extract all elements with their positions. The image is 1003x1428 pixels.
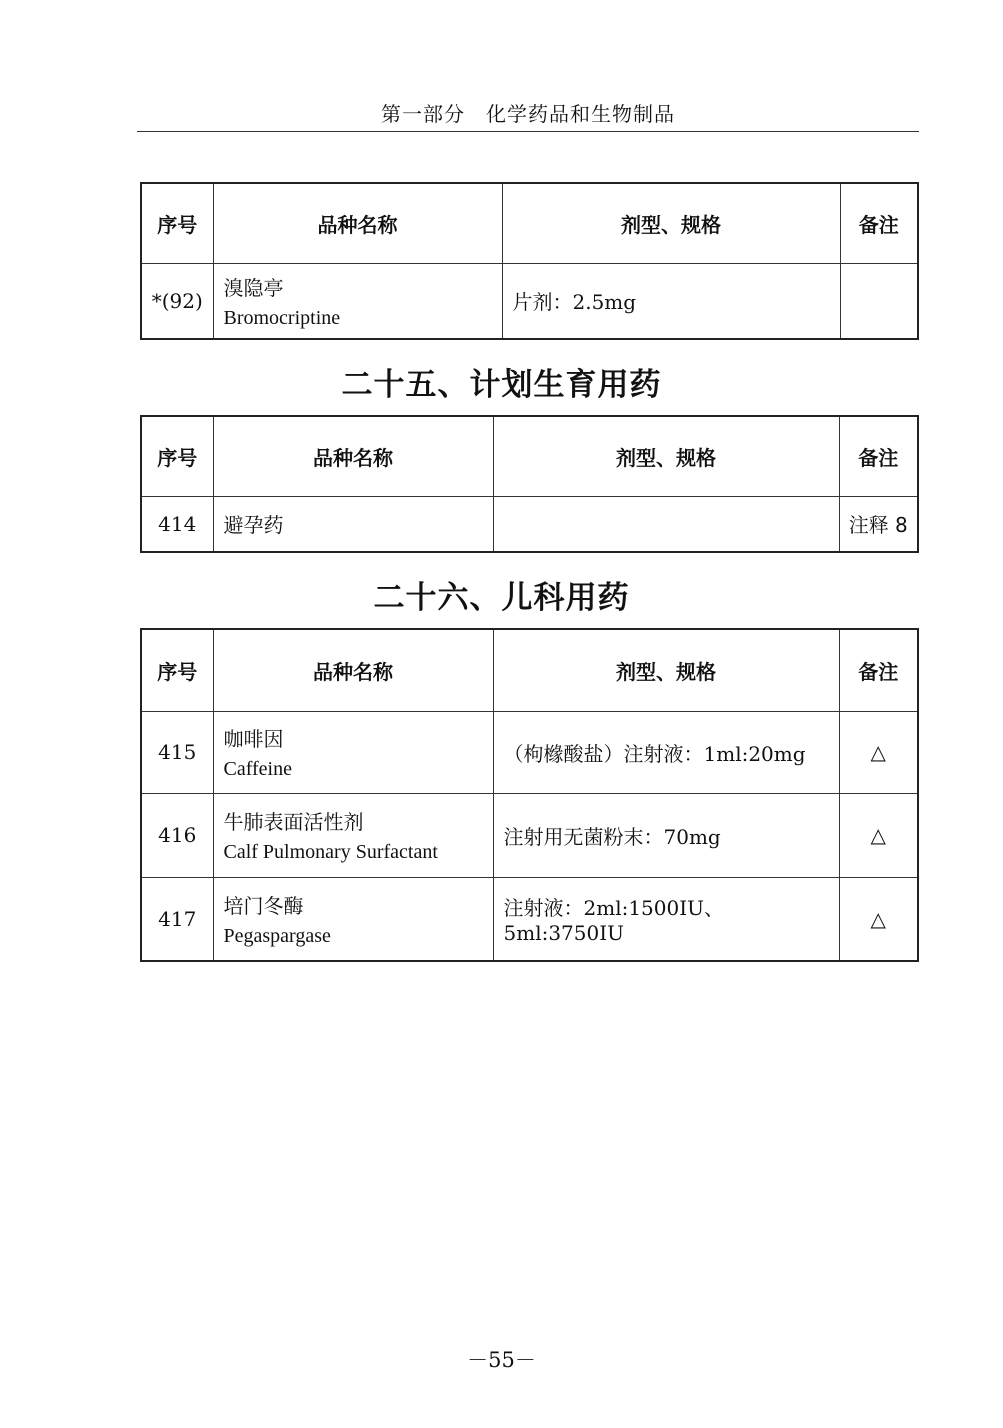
drug-name-cn: 牛肺表面活性剂 [223,810,364,834]
col-header-no: 序号 [141,183,213,263]
col-header-spec: 剂型、规格 [493,416,839,496]
drug-spec: （枸橼酸盐）注射液：1ml:20mg [493,711,839,793]
header-rule [137,131,919,132]
row-number: 416 [141,793,213,877]
drug-name [213,263,502,339]
drug-name [213,496,493,552]
table-header-row [141,183,918,263]
drug-name-en: Bromocriptine [223,306,341,329]
table-row [141,711,918,793]
col-header-note: 备注 [839,416,918,496]
col-header-note: 备注 [840,183,918,263]
col-header-no: 序号 [141,629,213,711]
drug-table-1 [140,182,919,340]
table-row [141,496,918,552]
col-header-spec: 剂型、规格 [502,183,840,263]
drug-note: 注释 8 [839,496,918,552]
drug-name-cn: 溴隐亭 [223,275,284,300]
drug-table-3 [140,628,919,962]
drug-table-2 [140,415,919,553]
drug-name-en: Caffeine [223,758,292,780]
drug-note: △ [839,877,918,961]
row-number: 415 [141,711,213,793]
col-header-note: 备注 [839,629,918,711]
row-number: 417 [141,877,213,961]
row-number: 414 [141,496,213,552]
col-header-spec: 剂型、规格 [493,629,839,711]
drug-note: △ [839,711,918,793]
col-header-name: 品种名称 [213,629,493,711]
drug-name-en: Pegaspargase [223,924,331,947]
table-header-row [141,629,918,711]
running-header: 第一部分 化学药品和生物制品 [381,102,675,126]
drug-note [840,263,918,339]
drug-name-cn: 咖啡因 [223,727,284,751]
table-row [141,877,918,961]
drug-name [213,877,493,961]
drug-spec: 注射用无菌粉末：70mg [493,793,839,877]
col-header-name: 品种名称 [213,416,493,496]
table-header-row [141,416,918,496]
table-row [141,263,918,339]
drug-name-cn: 培门冬酶 [223,893,304,918]
drug-name [213,711,493,793]
section-title-25: 二十五、计划生育用药 [341,367,662,403]
drug-name [213,793,493,877]
drug-spec: 片剂：2.5mg [502,263,840,339]
row-number: *(92) [141,263,213,339]
table-row [141,793,918,877]
col-header-name: 品种名称 [213,183,502,263]
col-header-no: 序号 [141,416,213,496]
drug-name-cn: 避孕药 [223,513,284,538]
drug-note: △ [839,793,918,877]
drug-spec: 注射液：2ml:1500IU、5ml:3750IU [493,877,839,961]
drug-name-en: Calf Pulmonary Surfactant [223,841,438,863]
page-number: －55－ [467,1348,536,1372]
drug-spec [493,496,839,552]
section-title-26: 二十六、儿科用药 [373,580,630,616]
